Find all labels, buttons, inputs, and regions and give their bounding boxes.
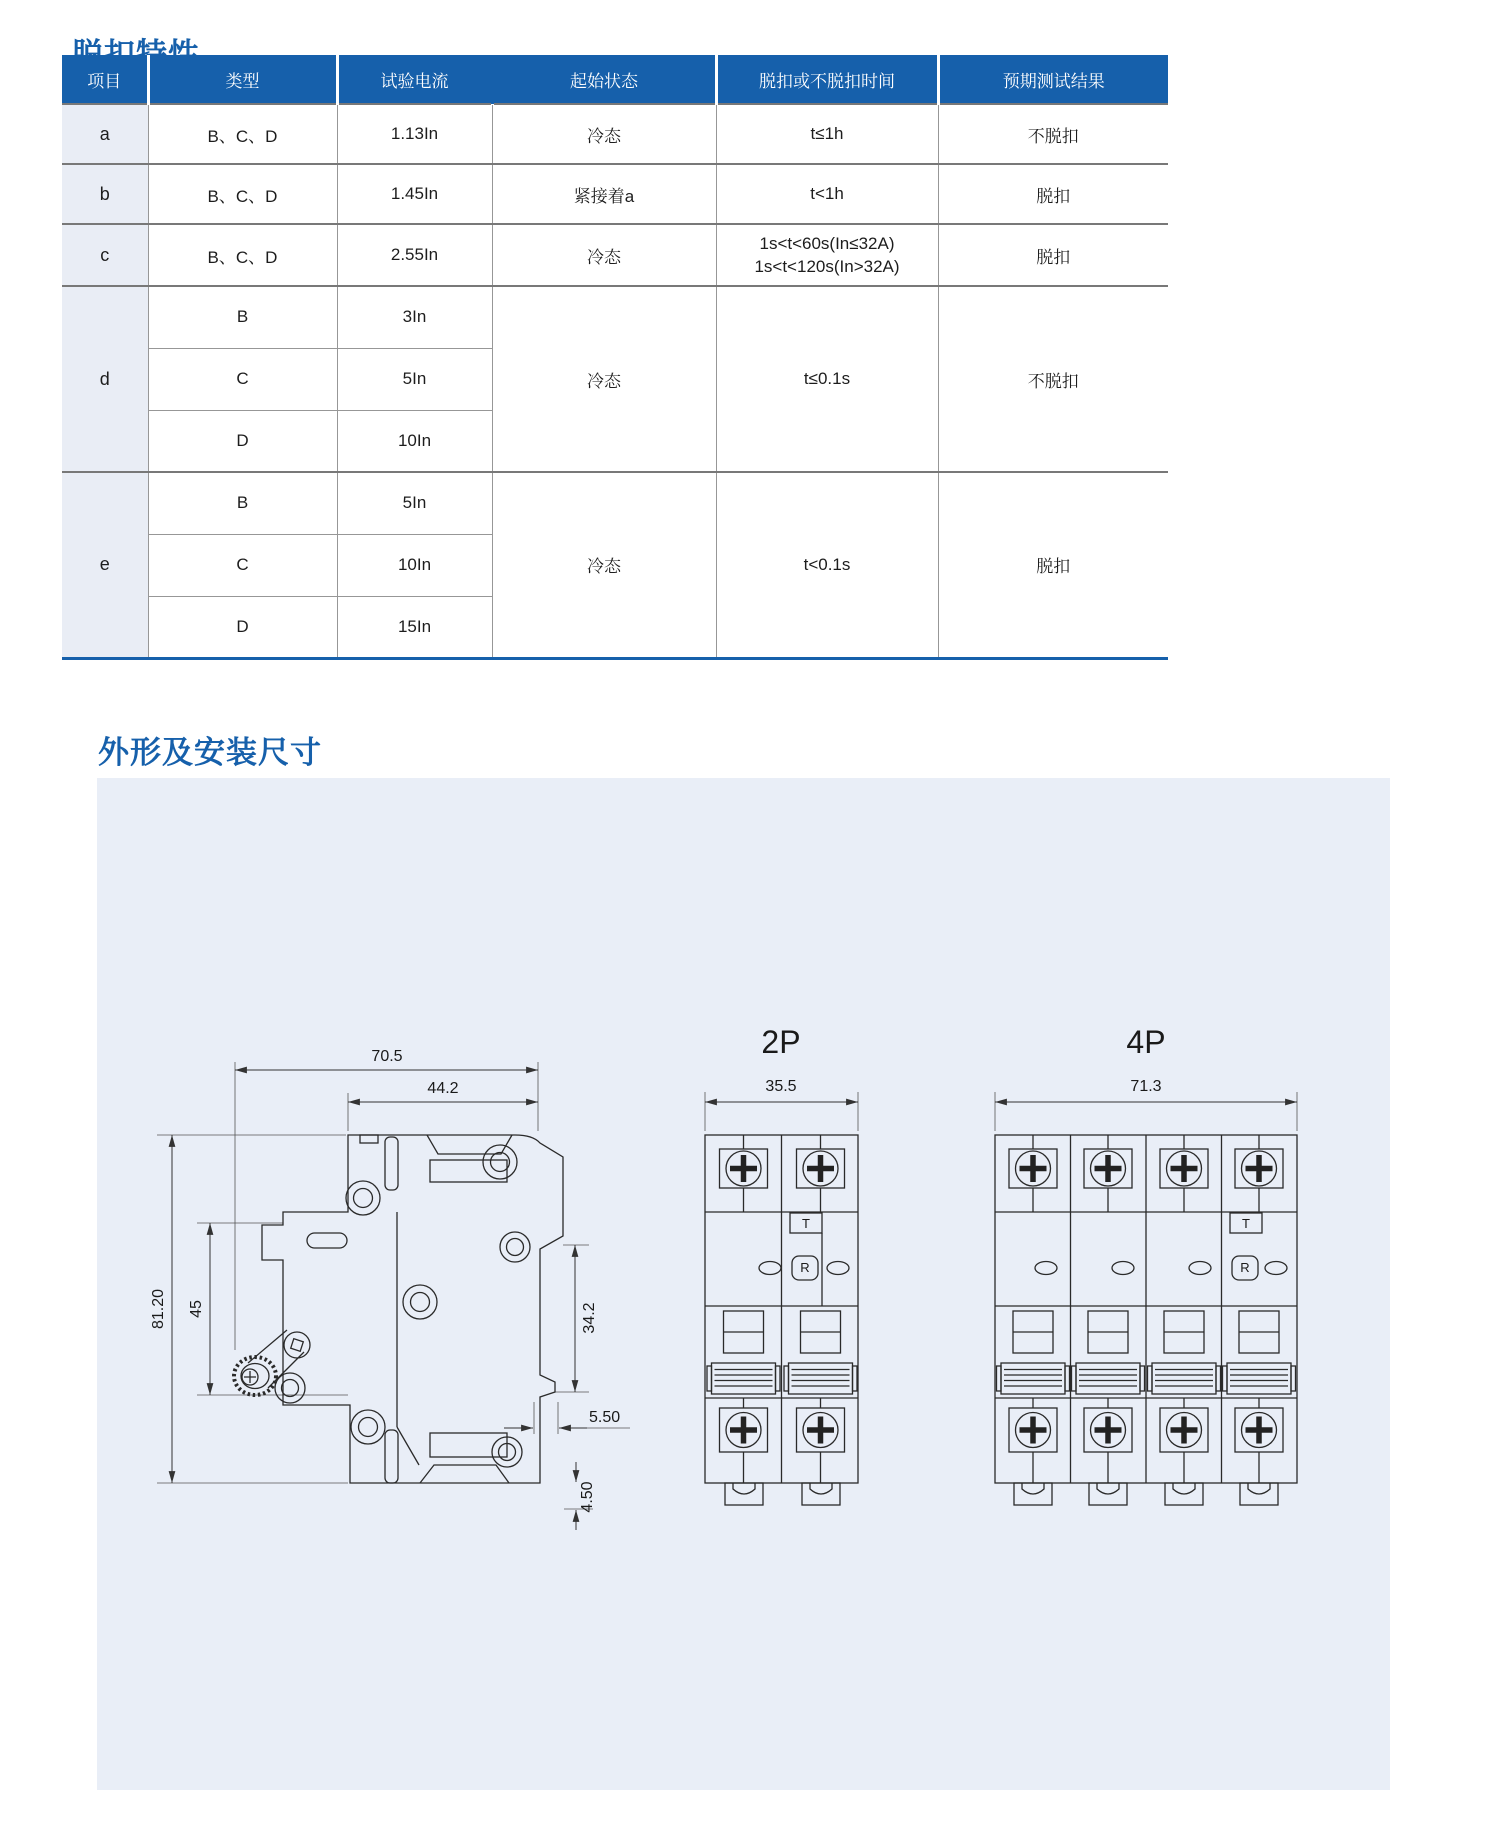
cell-d1-current: 3In <box>337 286 492 348</box>
header-expected-result: 预期测试结果 <box>938 55 1168 104</box>
2p-test-button-label: T <box>802 1216 810 1231</box>
cell-d2-current: 5In <box>337 348 492 410</box>
side-view-drawing <box>150 1048 630 1530</box>
cell-c-time-line2: 1s<t<120s(In>32A) <box>754 257 900 276</box>
section-title-dimensions: 外形及安装尺寸 <box>98 734 322 770</box>
cell-d2-type: C <box>148 348 337 410</box>
dim-label-71-3: 71.3 <box>1130 1078 1162 1095</box>
header-trip-time: 脱扣或不脱扣时间 <box>716 55 938 104</box>
dim-label-5-50: 5.50 <box>589 1409 621 1426</box>
cell-a-result: 不脱扣 <box>938 104 1168 164</box>
cell-e3-current: 15In <box>337 596 492 658</box>
4p-test-button-label: T <box>1242 1216 1250 1231</box>
cell-e-time: t<0.1s <box>716 472 938 658</box>
4p-indicator-4 <box>1265 1262 1287 1275</box>
table-row-d1 <box>62 286 1168 348</box>
dim-label-35-5: 35.5 <box>765 1078 797 1095</box>
cell-c-state: 冷态 <box>492 224 716 286</box>
cell-e2-type: C <box>148 534 337 596</box>
cell-b-current: 1.45In <box>337 164 492 224</box>
dim-label-81-20: 81.20 <box>150 1288 167 1330</box>
dim-label-44-2: 44.2 <box>427 1080 459 1097</box>
label-2p: 2P <box>761 1024 801 1060</box>
cell-b-item: b <box>62 164 148 224</box>
cell-c-time <box>716 224 938 286</box>
cell-d3-type: D <box>148 410 337 472</box>
cell-b-state: 紧接着a <box>492 164 716 224</box>
cell-a-type: B、C、D <box>148 104 337 164</box>
cell-d-time: t≤0.1s <box>716 286 938 472</box>
cell-c-type: B、C、D <box>148 224 337 286</box>
table-row-b <box>62 164 1168 224</box>
cell-d-state: 冷态 <box>492 286 716 472</box>
dim-label-4-50: 4.50 <box>579 1481 596 1513</box>
4p-reset-button-label: R <box>1240 1260 1250 1275</box>
dimension-drawings <box>97 778 1390 1790</box>
2p-indicator-right <box>827 1262 849 1275</box>
header-type: 类型 <box>148 55 337 104</box>
cell-d-item: d <box>62 286 148 472</box>
cell-a-state: 冷态 <box>492 104 716 164</box>
table-row-a <box>62 104 1168 164</box>
cell-c-item: c <box>62 224 148 286</box>
cell-e1-current: 5In <box>337 472 492 534</box>
cell-c-result: 脱扣 <box>938 224 1168 286</box>
lever-pivot <box>284 1332 310 1358</box>
cell-e2-current: 10In <box>337 534 492 596</box>
table-header <box>62 55 1168 104</box>
cell-d3-current: 10In <box>337 410 492 472</box>
dim-label-70-5: 70.5 <box>371 1048 403 1065</box>
front-view-4p <box>995 1024 1297 1505</box>
cell-c-current: 2.55In <box>337 224 492 286</box>
gear-knob <box>234 1357 276 1395</box>
cell-b-time: t<1h <box>716 164 938 224</box>
4p-indicator-3 <box>1189 1262 1211 1275</box>
2p-reset-button-label: R <box>800 1260 810 1275</box>
table-row-e1 <box>62 472 1168 534</box>
dim-label-34-2: 34.2 <box>581 1302 598 1334</box>
header-test-current: 试验电流 <box>337 55 492 104</box>
4p-indicator-1 <box>1035 1262 1057 1275</box>
dim-label-45: 45 <box>188 1300 205 1318</box>
front-view-2p <box>705 1024 858 1505</box>
cell-b-result: 脱扣 <box>938 164 1168 224</box>
trip-characteristics-table <box>62 55 1168 660</box>
cell-e-item: e <box>62 472 148 658</box>
cell-e3-type: D <box>148 596 337 658</box>
cell-a-time: t≤1h <box>716 104 938 164</box>
cell-e-state: 冷态 <box>492 472 716 658</box>
cell-b-type: B、C、D <box>148 164 337 224</box>
cell-c-time-line1: 1s<t<60s(In≤32A) <box>759 234 895 253</box>
table-row-c <box>62 224 1168 286</box>
cell-e-result: 脱扣 <box>938 472 1168 658</box>
2p-indicator-left <box>759 1262 781 1275</box>
side-housing-outline <box>262 1135 563 1483</box>
header-initial-state: 起始状态 <box>492 55 716 104</box>
cell-a-item: a <box>62 104 148 164</box>
header-item: 项目 <box>62 55 148 104</box>
cell-a-current: 1.13In <box>337 104 492 164</box>
cell-d-result: 不脱扣 <box>938 286 1168 472</box>
cell-d1-type: B <box>148 286 337 348</box>
cell-e1-type: B <box>148 472 337 534</box>
label-4p: 4P <box>1126 1024 1166 1060</box>
4p-indicator-2 <box>1112 1262 1134 1275</box>
dimensions-panel <box>97 778 1390 1790</box>
